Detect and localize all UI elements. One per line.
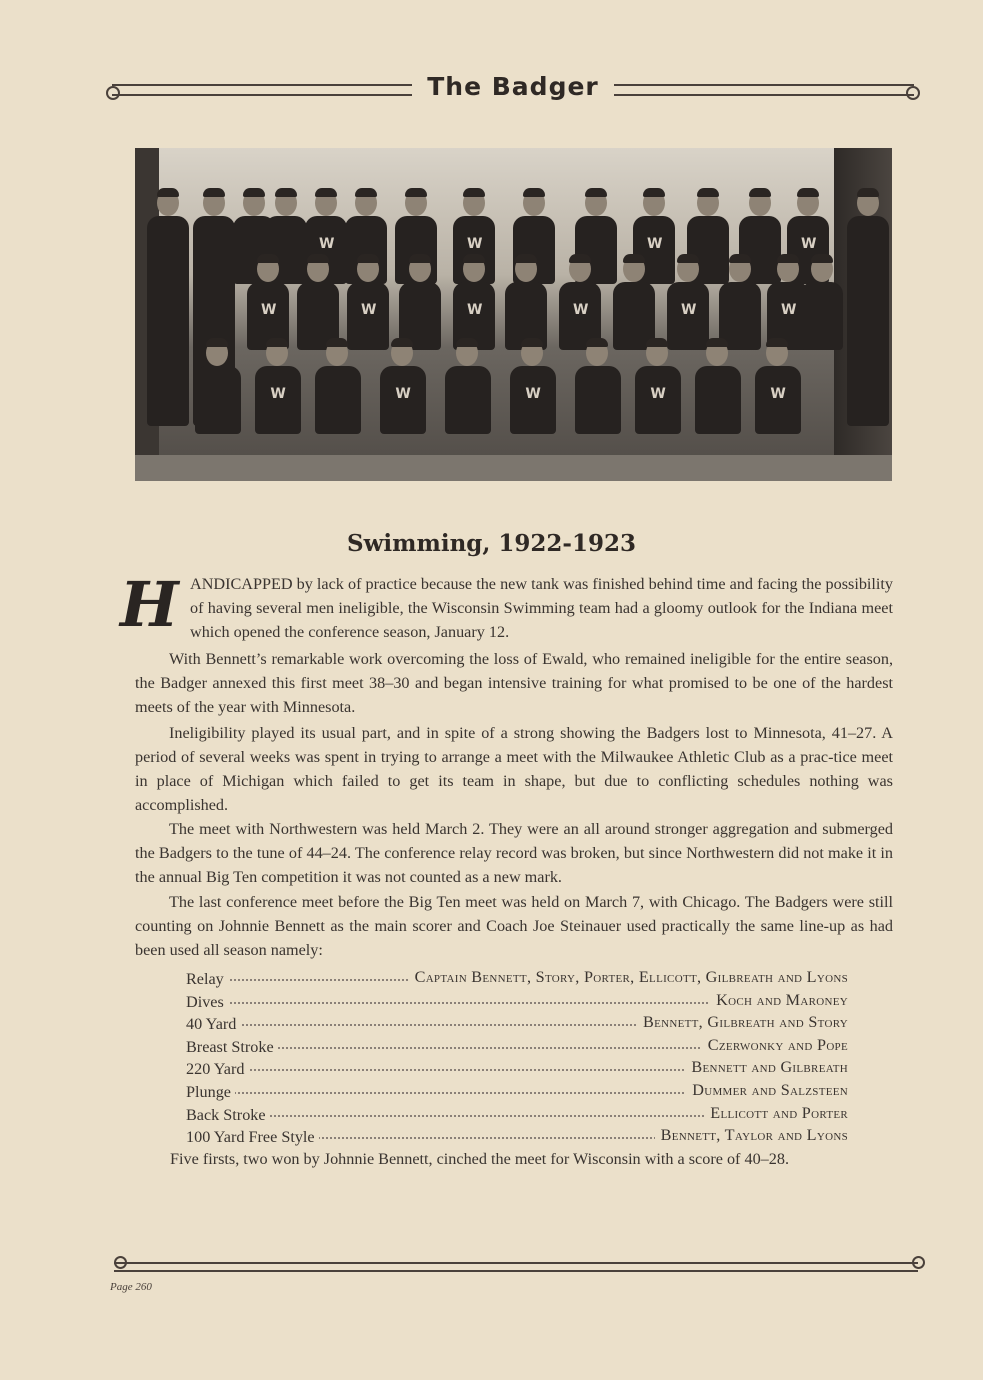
jersey-letter: W — [525, 386, 541, 402]
event-name: Relay — [186, 968, 228, 990]
jersey-letter: W — [647, 236, 663, 252]
member-hair — [157, 188, 179, 197]
jersey-letter: W — [801, 236, 817, 252]
paragraph-5: The last conference meet before the Big Ten meet was held on March 7, with Chicago. The Badgers were still counting on Johnnie Bennett as the main scorer and Coach Joe Steinauer used practically the same line-up as had been used all season namely: — [135, 893, 893, 959]
jersey-letter: W — [270, 386, 286, 402]
jersey-letter: W — [770, 386, 786, 402]
lineup-row — [186, 1079, 848, 1102]
jersey-letter: W — [319, 236, 335, 252]
header-rule-left — [112, 84, 412, 96]
event-name: Dives — [186, 991, 228, 1013]
member-hair — [405, 188, 427, 197]
header-title: The Badger — [427, 72, 599, 101]
member-hair — [706, 338, 728, 347]
lineup-row — [186, 1011, 848, 1034]
member-swimsuit — [445, 366, 491, 434]
swimmer-names: Koch and Maroney — [710, 989, 848, 1011]
member-hair — [257, 254, 279, 263]
swimmer-names: Czerwonky and Pope — [702, 1034, 848, 1056]
member-suit — [847, 216, 889, 426]
member-hair — [456, 338, 478, 347]
jersey-letter: W — [361, 302, 377, 318]
team-members — [135, 148, 892, 481]
lineup-row — [186, 966, 848, 989]
header-rule-right — [614, 84, 914, 96]
member-hair — [521, 338, 543, 347]
footer-curl-left — [114, 1256, 127, 1269]
event-name: 100 Yard Free Style — [186, 1126, 319, 1148]
drop-cap: H — [120, 568, 179, 641]
event-name: Back Stroke — [186, 1104, 270, 1126]
member-hair — [266, 338, 288, 347]
member-hair — [766, 338, 788, 347]
member-hair — [463, 188, 485, 197]
member-swimsuit — [575, 366, 621, 434]
member-hair — [523, 188, 545, 197]
member-hair — [729, 254, 751, 263]
paragraph-4: The meet with Northwestern was held March 2. They were an all around stronger aggregation and submerged the Badgers to the tune of 44–24. The conference relay record was broken, but since Northwestern did not make it in the annual Big Ten competition it was not counted as a new mark. — [135, 820, 893, 886]
member-hair — [777, 254, 799, 263]
jersey-letter: W — [781, 302, 797, 318]
member-hair — [857, 188, 879, 197]
member-hair — [409, 254, 431, 263]
member-hair — [326, 338, 348, 347]
member-hair — [749, 188, 771, 197]
member-hair — [697, 188, 719, 197]
lineup-row — [186, 1124, 848, 1147]
member-hair — [463, 254, 485, 263]
lineup-row — [186, 1102, 848, 1125]
article-title: Swimming, 1922-1923 — [347, 530, 636, 557]
member-hair — [206, 338, 228, 347]
team-photo — [135, 148, 892, 481]
lineup-row — [186, 1056, 848, 1079]
event-name: Plunge — [186, 1081, 235, 1103]
lineup-row — [186, 989, 848, 1012]
swimmer-names: Dummer and Salzsteen — [686, 1079, 848, 1101]
jersey-letter: W — [681, 302, 697, 318]
member-hair — [355, 188, 377, 197]
member-hair — [643, 188, 665, 197]
member-hair — [203, 188, 225, 197]
member-hair — [357, 254, 379, 263]
member-hair — [391, 338, 413, 347]
paragraph-3: Ineligibility played its usual part, and in spite of a strong showing the Badgers lost to Minnesota, 41–27. A period of several weeks was spent in trying to arrange a meet with the Milwaukee Athletic Club as a prac-tice meet in place of Michigan which failed to get its team in shape, but due to conflicting schedules nothing was accomplished. — [135, 724, 893, 814]
member-suit — [147, 216, 189, 426]
member-swimsuit — [695, 366, 741, 434]
footer-rule — [114, 1262, 918, 1272]
member-hair — [585, 188, 607, 197]
first-paragraph: ANDICAPPED by lack of practice because the new tank was finished behind time and facing the possibility of having several men ineligible, the Wisconsin Swimming team had a gloomy outlook for the Indiana meet which opened the conference season, January 12. — [190, 575, 893, 641]
paragraph-2: With Bennett’s remarkable work overcoming the loss of Ewald, who remained ineligible for the entire season, the Badger annexed this first meet 38–30 and began intensive training for what promised to be one of the hardest meets of the year with Minnesota. — [135, 650, 893, 716]
jersey-letter: W — [395, 386, 411, 402]
member-hair — [515, 254, 537, 263]
member-hair — [646, 338, 668, 347]
summary-line: Five firsts, two won by Johnnie Bennett, cinched the meet for Wisconsin with a score of 40–28. — [170, 1150, 790, 1168]
member-hair — [811, 254, 833, 263]
jersey-letter: W — [573, 302, 589, 318]
member-hair — [275, 188, 297, 197]
lineup-list — [186, 966, 848, 1147]
member-swimsuit — [801, 282, 843, 350]
header-curl-left — [106, 86, 120, 100]
footer-curl-right — [912, 1256, 925, 1269]
photo-floor — [135, 455, 892, 481]
jersey-letter: W — [467, 302, 483, 318]
member-hair — [315, 188, 337, 197]
swimmer-names: Bennett, Gilbreath and Story — [637, 1011, 848, 1033]
header-curl-right — [906, 86, 920, 100]
member-swimsuit — [195, 366, 241, 434]
jersey-letter: W — [261, 302, 277, 318]
member-hair — [243, 188, 265, 197]
lineup-row — [186, 1034, 848, 1057]
page-number: Page 260 — [110, 1281, 152, 1293]
event-name: 40 Yard — [186, 1013, 240, 1035]
swimmer-names: Ellicott and Porter — [704, 1102, 848, 1124]
member-hair — [586, 338, 608, 347]
member-swimsuit — [315, 366, 361, 434]
event-name: 220 Yard — [186, 1058, 248, 1080]
page-header — [108, 72, 918, 108]
member-hair — [623, 254, 645, 263]
swimmer-names: Captain Bennett, Story, Porter, Ellicott, Gilbreath and Lyons — [409, 966, 848, 988]
member-hair — [797, 188, 819, 197]
member-hair — [307, 254, 329, 263]
swimmer-names: Bennett, Taylor and Lyons — [655, 1124, 848, 1146]
jersey-letter: W — [467, 236, 483, 252]
member-hair — [569, 254, 591, 263]
member-hair — [677, 254, 699, 263]
event-name: Breast Stroke — [186, 1036, 278, 1058]
swimmer-names: Bennett and Gilbreath — [685, 1056, 848, 1078]
jersey-letter: W — [650, 386, 666, 402]
